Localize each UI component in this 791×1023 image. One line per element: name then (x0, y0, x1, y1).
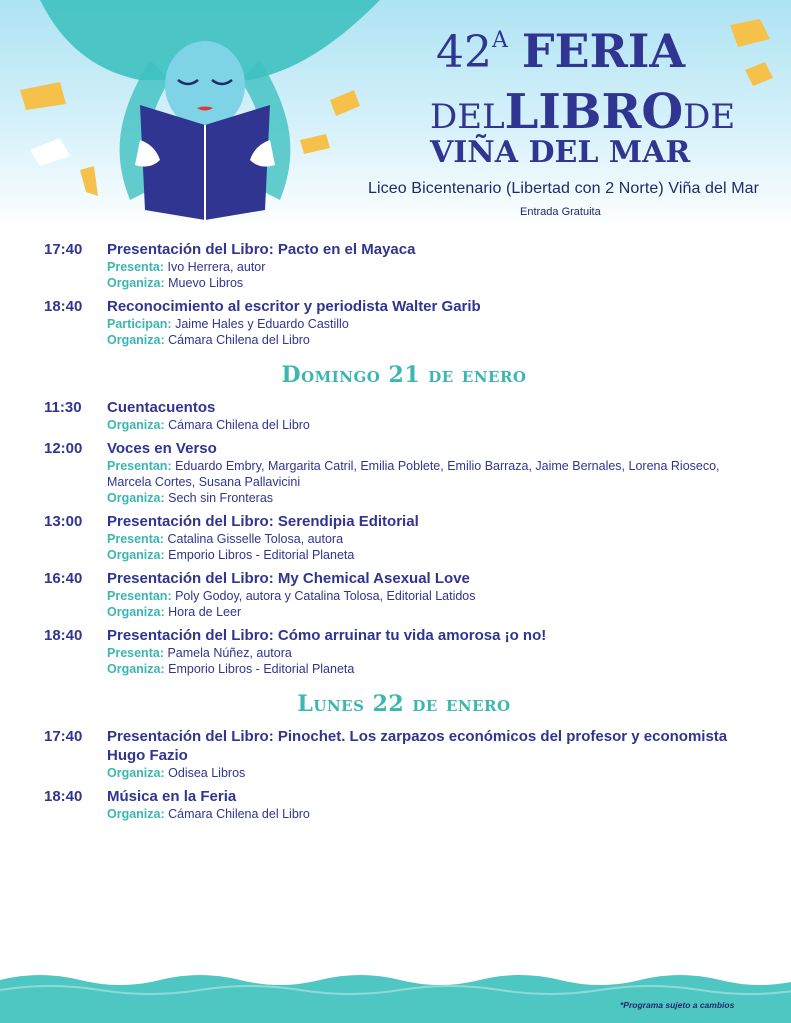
event-details (107, 439, 764, 506)
schedule (44, 240, 764, 828)
event-detail-line (107, 259, 764, 275)
detail-text: Emporio Libros - Editorial Planeta (168, 548, 355, 562)
detail-text: Hora de Leer (168, 605, 242, 619)
detail-text: Cámara Chilena del Libro (168, 333, 310, 347)
reading-girl-illustration (0, 0, 380, 230)
detail-text: Muevo Libros (168, 276, 244, 290)
detail-text: Catalina Gisselle Tolosa, autora (167, 532, 344, 546)
event-details (107, 626, 764, 677)
disclaimer-note: *Programa sujeto a cambios (620, 1000, 735, 1010)
event-detail-line (107, 661, 764, 677)
event-time: 17:40 (44, 728, 83, 745)
detail-text: Cámara Chilena del Libro (168, 807, 310, 821)
detail-label: Organiza: (107, 662, 165, 676)
event-detail-line (107, 604, 764, 620)
detail-label: Participan: (107, 317, 172, 331)
detail-label: Organiza: (107, 807, 165, 821)
face (165, 41, 245, 129)
detail-text: Emporio Libros - Editorial Planeta (168, 662, 355, 676)
event-title: Cuentacuentos (107, 399, 216, 416)
event-detail-line (107, 316, 764, 332)
detail-label: Presentan: (107, 589, 172, 603)
detail-text: Sech sin Fronteras (168, 491, 274, 505)
detail-label: Organiza: (107, 548, 165, 562)
flying-pages-right-icon (720, 15, 791, 95)
detail-text: Cámara Chilena del Libro (168, 418, 310, 432)
event-detail-line (107, 490, 764, 506)
event-item (44, 439, 764, 506)
detail-text: Pamela Núñez, autora (167, 646, 292, 660)
event-details (107, 398, 764, 433)
event-detail-line (107, 547, 764, 563)
event-title: Música en la Feria (107, 788, 237, 805)
event-title: Presentación del Libro: Serendipia Editorial (107, 513, 419, 530)
detail-label: Organiza: (107, 605, 165, 619)
detail-label: Organiza: (107, 333, 165, 347)
wave-footer (0, 970, 791, 1023)
event-title: Presentación del Libro: Cómo arruinar tu vida amorosa ¡o no! (107, 627, 547, 644)
event-item (44, 512, 764, 563)
event-title: Presentación del Libro: Pinochet. Los zarpazos económicos del profesor y economista Hugo Fazio (107, 728, 728, 764)
event-detail-line (107, 417, 764, 433)
day-heading: Lunes 22 de enero (297, 691, 511, 717)
event-title: Voces en Verso (107, 440, 217, 457)
event-time: 17:40 (44, 241, 83, 258)
event-details (107, 727, 764, 781)
title-line-2: DELLIBRODE (430, 84, 736, 140)
event-details (107, 240, 764, 291)
venue-text: Liceo Bicentenario (Libertad con 2 Norte) Viña del Mar (368, 180, 760, 197)
event-item (44, 569, 764, 620)
event-detail-line (107, 645, 764, 661)
event-time: 12:00 (44, 440, 83, 457)
day-heading: Domingo 21 de enero (281, 362, 527, 388)
event-title: Presentación del Libro: Pacto en el Mayaca (107, 241, 416, 258)
event-item (44, 787, 764, 822)
entry-text: Entrada Gratuita (520, 206, 601, 218)
event-details (107, 787, 764, 822)
event-title: Presentación del Libro: My Chemical Asexual Love (107, 570, 470, 587)
detail-label: Organiza: (107, 491, 165, 505)
event-item (44, 398, 764, 433)
event-title: Reconocimiento al escritor y periodista Walter Garib (107, 298, 481, 315)
event-time: 11:30 (44, 399, 82, 416)
detail-label: Presentan: (107, 459, 172, 473)
detail-label: Presenta: (107, 646, 164, 660)
detail-label: Presenta: (107, 260, 164, 274)
event-detail-line (107, 806, 764, 822)
event-item (44, 297, 764, 348)
event-time: 18:40 (44, 788, 83, 805)
detail-text: Jaime Hales y Eduardo Castillo (175, 317, 349, 331)
detail-text: Ivo Herrera, autor (167, 260, 266, 274)
event-details (107, 512, 764, 563)
event-time: 13:00 (44, 513, 83, 530)
detail-label: Organiza: (107, 418, 165, 432)
event-details (107, 569, 764, 620)
event-details (107, 297, 764, 348)
event-time: 18:40 (44, 627, 83, 644)
event-detail-line (107, 275, 764, 291)
event-item (44, 727, 764, 781)
detail-text: Eduardo Embry, Margarita Catril, Emilia Poblete, Emilio Barraza, Jaime Bernales, Lorena Rioseco, Marcela Cortes, Susana Pallavicini (107, 459, 720, 489)
detail-text: Odisea Libros (168, 766, 246, 780)
event-detail-line (107, 531, 764, 547)
event-detail-line (107, 588, 764, 604)
event-detail-line (107, 765, 764, 781)
event-detail-line (107, 458, 764, 490)
title-line-1: $42^A$ FERIA (436, 24, 686, 78)
event-item (44, 626, 764, 677)
event-item (44, 240, 764, 291)
event-time: 18:40 (44, 298, 83, 315)
title-line-3: VIÑA DEL MAR (430, 135, 691, 170)
event-time: 16:40 (44, 570, 83, 587)
detail-text: Poly Godoy, autora y Catalina Tolosa, Editorial Latidos (175, 589, 476, 603)
event-detail-line (107, 332, 764, 348)
detail-label: Presenta: (107, 532, 164, 546)
detail-label: Organiza: (107, 276, 165, 290)
detail-label: Organiza: (107, 766, 165, 780)
